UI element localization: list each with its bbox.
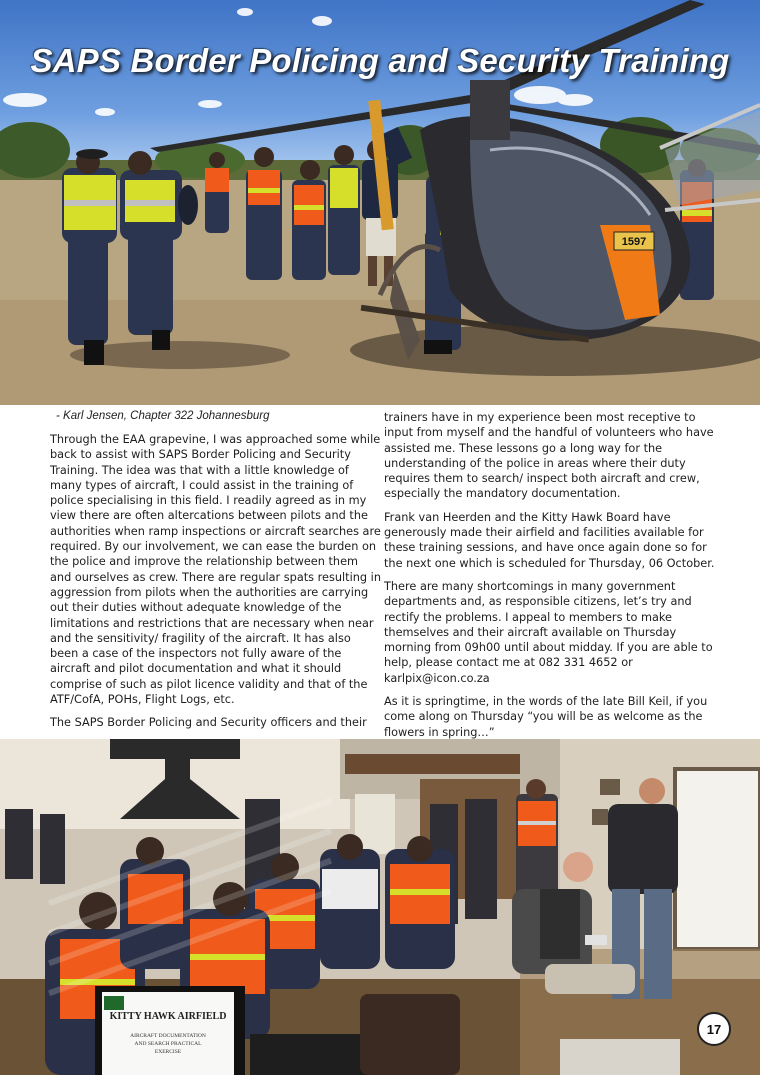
article-column-right (384, 410, 722, 748)
screen-title: KITTY HAWK AIRFIELD (109, 1011, 227, 1022)
helicopter-training-photo (0, 0, 760, 405)
presentation-screen (95, 986, 245, 1075)
paragraph: Through the EAA grapevine, I was approached some while back to assist with SAPS Border Policing and Security Training. The idea was that with a little knowledge of many types of aircraft, I could assist in the training of police specialising in this field. I readily agreed as in my view there are often altercations between pilots and the authorities when ramp inspections or aircraft searches are required. By our involvement, we can ease the burden on the police and improve the relationship between them and ourselves as crew. There are regular spats resulting in aggression from pilots when the authorities are carrying out their duties without adequate knowledge of the limitations and restrictions that are necessary when near and the sensitivity/ fragility of the aircraft. It has also been a case of the inspectors not fully aware of the aircraft and pilot documentation and what it should comprise of such as pilot licence validity and that of the ATF/CofA, POHs, Flight Logs, etc. (50, 433, 381, 707)
tail-number: 1597 (621, 236, 647, 248)
paragraph: trainers have in my experience been most receptive to input from myself and the handful of volunteers who have assisted me. These lessons go a long way for the understanding of the police in areas where their duty requires them to search/ inspect both aircraft and crew, especially the mandatory documentation. (384, 411, 714, 501)
screen-subtitle-2: AND SEARCH PRACTICAL (134, 1041, 202, 1047)
paragraph: There are many shortcomings in many government departments and, as responsible citizens, let’s try and rectify the problems. I appeal to members to make themselves and their aircraft available on Thursday morning from 09h00 until about midday. If you are able to help, please contact me at 082 331 4652 or karlpix@icon.co.za (384, 579, 713, 685)
paragraph: As it is springtime, in the words of the late Bill Keil, if you come along on Thursday “you will be as welcome as the flowers in spring…” (384, 695, 708, 739)
window (675, 769, 760, 949)
screen-subtitle-1: AIRCRAFT DOCUMENTATION (130, 1033, 206, 1039)
paragraph: The SAPS Border Policing and Security officers and their (50, 716, 367, 730)
classroom-scene (0, 739, 760, 1075)
byline: - Karl Jensen, Chapter 322 Johannesburg (56, 410, 270, 422)
page-number: 17 (697, 1012, 731, 1046)
screen-subtitle-3: EXERCISE (154, 1049, 182, 1055)
article-title: SAPS Border Policing and Security Training (30, 42, 730, 79)
article-column-left (50, 432, 382, 739)
classroom-training-photo (0, 739, 760, 1075)
paragraph: Frank van Heerden and the Kitty Hawk Board have generously made their airfield and facilities available for these training sessions, and have once again done so for the next one which is scheduled for Thursday, 06 October. (384, 510, 715, 570)
